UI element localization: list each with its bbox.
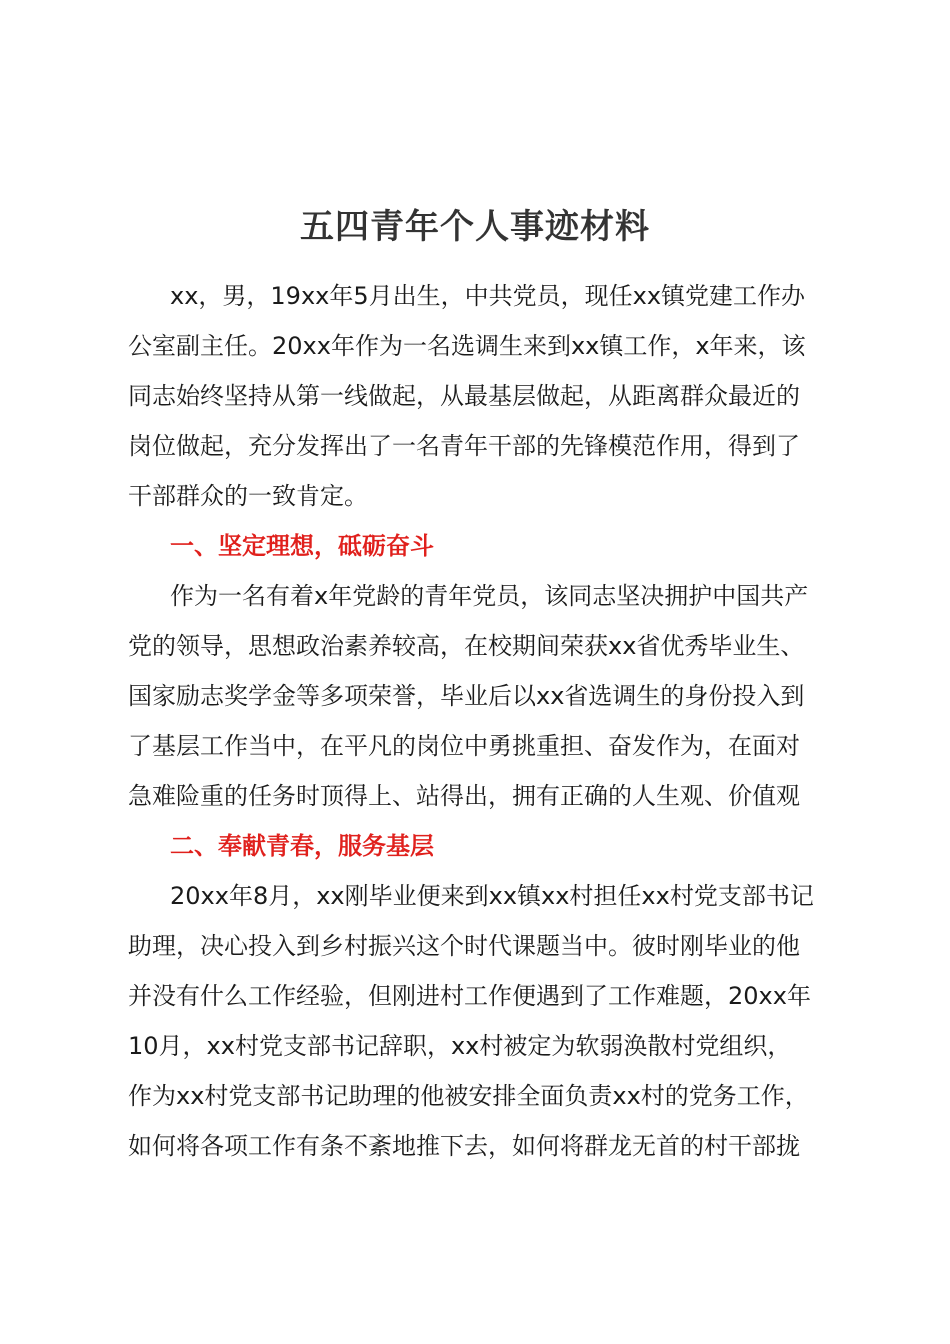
paragraph-line: 同志始终坚持从第一线做起，从最基层做起，从距离群众最近的 [128,382,800,410]
paragraph-line: 公室副主任。20xx年作为一名选调生来到xx镇工作，x年来，该 [128,332,806,360]
section-heading: 一、坚定理想，砥砺奋斗 [170,532,434,560]
paragraph-line: 10月，xx村党支部书记辞职，xx村被定为软弱涣散村党组织， [128,1032,792,1060]
paragraph-line: 作为xx村党支部书记助理的他被安排全面负责xx村的党务工作， [128,1082,809,1110]
paragraph-line: 并没有什么工作经验，但刚进村工作便遇到了工作难题，20xx年 [128,982,811,1010]
paragraph-line: 干部群众的一致肯定。 [128,482,368,510]
paragraph-line: 了基层工作当中，在平凡的岗位中勇挑重担、奋发作为，在面对 [128,732,800,760]
paragraph-line: xx，男，19xx年5月出生，中共党员，现任xx镇党建工作办 [170,282,806,310]
paragraph-line: 20xx年8月，xx刚毕业便来到xx镇xx村担任xx村党支部书记 [170,882,814,910]
paragraph-line: 如何将各项工作有条不紊地推下去，如何将群龙无首的村干部拢 [128,1132,800,1160]
paragraph-line: 党的领导，思想政治素养较高，在校期间荣获xx省优秀毕业生、 [128,632,805,660]
paragraph-line: 助理，决心投入到乡村振兴这个时代课题当中。彼时刚毕业的他 [128,932,800,960]
paragraph-line: 岗位做起，充分发挥出了一名青年干部的先锋模范作用，得到了 [128,432,800,460]
paragraph-line: 急难险重的任务时顶得上、站得出，拥有正确的人生观、价值观 [128,782,800,810]
section-heading: 二、奉献青春，服务基层 [170,832,434,860]
paragraph-line: 国家励志奖学金等多项荣誉，毕业后以xx省选调生的身份投入到 [128,682,805,710]
document-title: 五四青年个人事迹材料 [300,207,650,247]
document-body [128,271,858,1171]
paragraph-line: 作为一名有着x年党龄的青年党员，该同志坚决拥护中国共产 [170,582,809,610]
